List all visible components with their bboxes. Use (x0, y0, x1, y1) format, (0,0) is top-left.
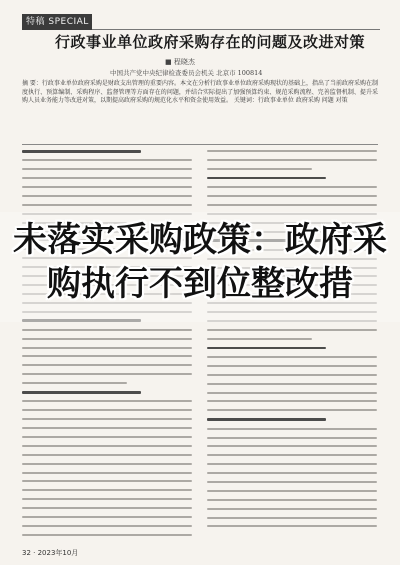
article-affiliation: 中国共产党中央纪律检查委员会机关 北京市 100814 (110, 69, 263, 77)
section-header: 特稿 SPECIAL (22, 14, 92, 30)
body-column-left (22, 150, 192, 545)
body-column-right (207, 150, 377, 545)
overlay-headline: 未落实采购政策：政府采购执行不到位整改措 (13, 220, 387, 304)
header-divider (92, 29, 380, 30)
article-abstract: 摘 要：行政事业单位政府采购是财政支出管理的重要内容。本文在分析行政事业单位政府采购现状的基础上，指出了当前政府采购在制度执行、预算编制、采购程序、监督管理等方面存在的问题，并结合实际提出了加强预算约束、规范采购流程、完善监督机制、提升采购人员业务能力等改进对策，以期提高政府采购的规范化水平和资金使用效益。 关键词：行政事业单位 政府采购 问题 对策 (22, 80, 378, 105)
article-author: ■ 程晓杰 (165, 58, 195, 66)
article-title: 行政事业单位政府采购存在的问题及改进对策 (54, 33, 365, 51)
page-footer: 32 · 2023年10月 (22, 549, 79, 557)
abstract-divider (22, 144, 378, 145)
